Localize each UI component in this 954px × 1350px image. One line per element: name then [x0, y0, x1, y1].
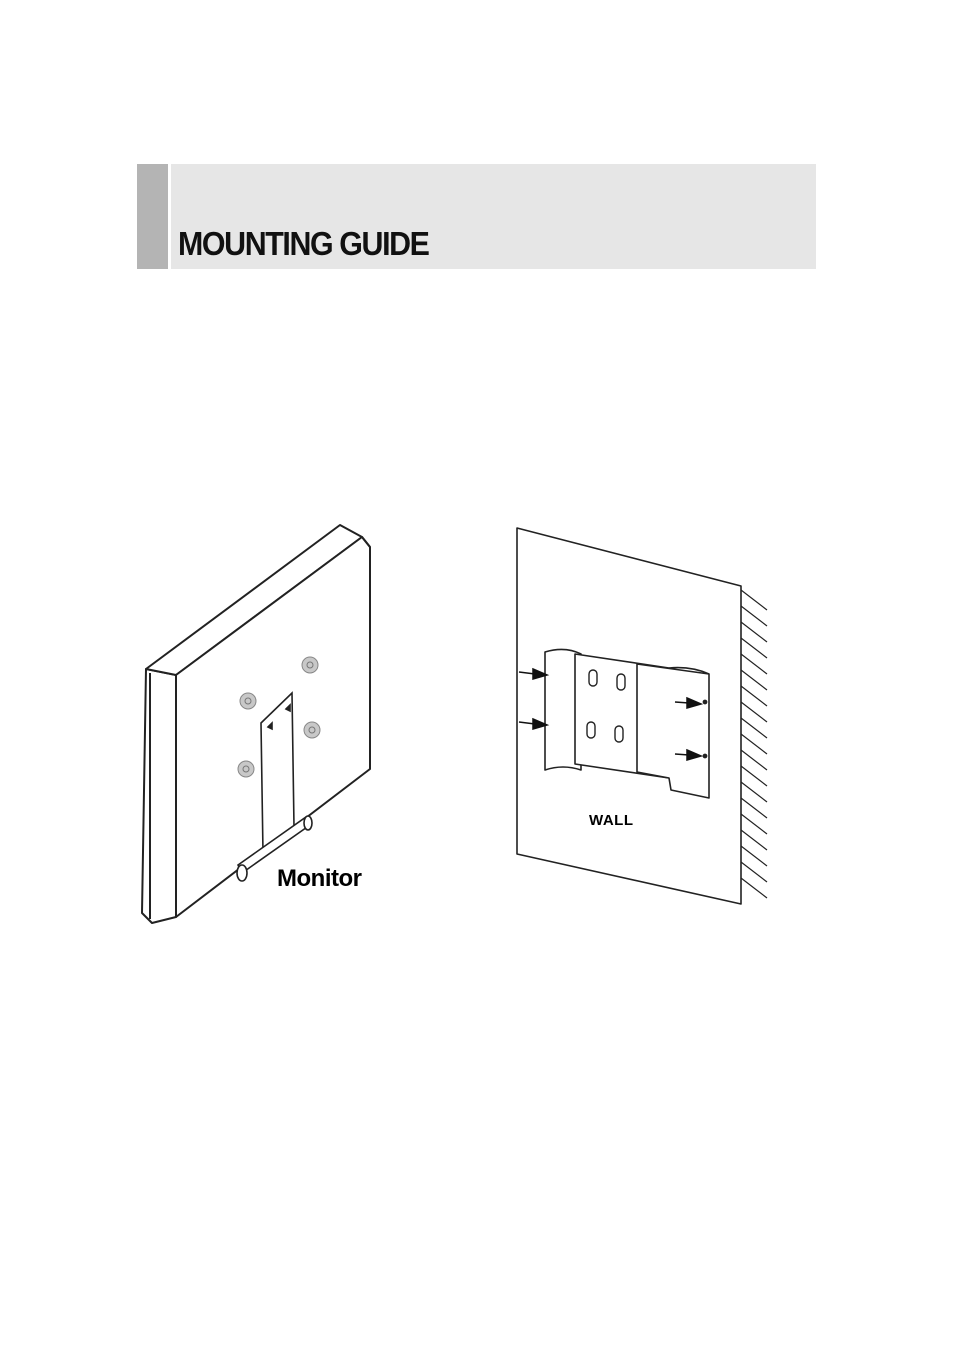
wall-drawing [505, 520, 785, 915]
screw-hole-icon [240, 693, 256, 709]
header-tab-block [137, 164, 168, 269]
monitor-label: Monitor [277, 865, 362, 892]
wall-hatching [741, 590, 767, 898]
screw-hole-icon [302, 657, 318, 673]
page-title: MOUNTING GUIDE [178, 225, 429, 262]
wall-label: WALL [589, 812, 634, 829]
monitor-side-edge [142, 669, 176, 923]
wall-illustration [505, 520, 785, 915]
screw-hole-icon [304, 722, 320, 738]
header-divider [168, 164, 171, 269]
screw-hole-icon [238, 761, 254, 777]
